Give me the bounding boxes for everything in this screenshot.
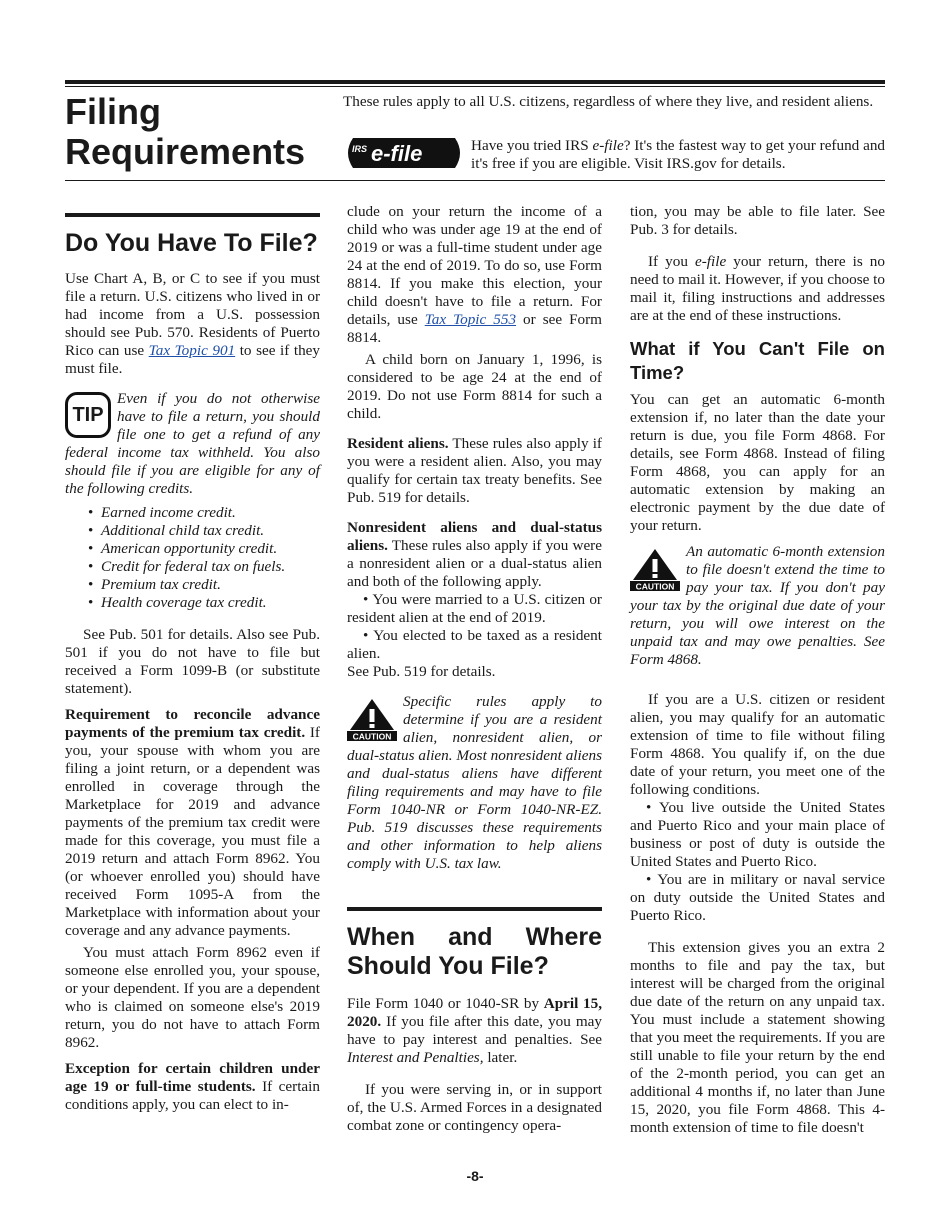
heading-cant-file-on-time: What if You Can't File on Time?	[630, 338, 885, 383]
caution-text: An automatic 6-month extension to file doesn't extend the time to pay your tax. If you don't pay your tax by the original due date of your return, you will owe interest on the unpaid tax and may owe penalties. See Form 4868.	[630, 543, 885, 668]
heading-when-and-where: When and Where Should You File?	[347, 923, 602, 980]
paragraph: If you are a U.S. citizen or resident alien, you may qualify for an automatic extension of time to file without filing Form 4868. You qualify if, on the due date of your return, you meet one of the following conditions.	[630, 691, 885, 798]
list-item: • Credit for federal tax on fuels.	[101, 558, 320, 576]
bullet-item: • You are in military or naval service on duty outside the United States and Puerto Rico.	[630, 871, 885, 924]
section-rule	[65, 213, 320, 217]
list-item: • Earned income credit.	[101, 504, 320, 522]
intro-text: These rules apply to all U.S. citizens, regardless of where they live, and resident aliens.	[343, 93, 874, 110]
bullet-item: • You elected to be taxed as a resident alien.	[347, 627, 602, 662]
efile-logo-small-text: IRS	[352, 144, 368, 154]
list-item: • Premium tax credit.	[101, 576, 320, 594]
title-line-1: Filing	[65, 91, 161, 132]
paragraph: clude on your return the income of a child who was under age 19 at the end of 2019 or was a full-time student under age 24 at the end of 2019. To do so, use Form 8814. If you make this election, your child doesn't have to file a return. For details, use Tax Topic 553 or see Form 8814.	[347, 203, 602, 346]
paragraph: File Form 1040 or 1040-SR by April 15, 2020. If you file after this date, you may have to pay interest and penalties. See Interest and Penalties, later.	[347, 995, 602, 1066]
tip-note	[65, 390, 320, 498]
tax-topic-553-link[interactable]: Tax Topic 553	[424, 311, 517, 328]
paragraph: tion, you may be able to file later. See Pub. 3 for details.	[630, 203, 885, 238]
credits-list	[65, 504, 320, 612]
tip-icon: TIP	[65, 392, 111, 438]
irs-efile-logo	[343, 136, 465, 170]
page-title	[65, 92, 335, 172]
tip-text: Even if you do not otherwise have to file a return, you should file one to get a refund of any federal income tax withheld. You also should file if you are eligible for any of the following credits.	[65, 390, 320, 497]
bullet-item: • You live outside the United States and Puerto Rico and your main place of business or post of duty is outside the United States and Puerto Rico.	[630, 799, 885, 870]
top-rule-thin	[65, 86, 885, 87]
paragraph: This extension gives you an extra 2 months to file and pay the tax, but interest will be charged from the original due date of the return on any unpaid tax. You must include a statement showing that you meet the requirements. If you are still unable to file your return by the end of the 2-month period, you can get an additional 4 months if, no later than June 15, 2020, you file Form 4868. This 4-month extension of time to file doesn't	[630, 939, 885, 1136]
caution-note	[347, 693, 602, 873]
paragraph: Requirement to reconcile advance payments of the premium tax credit. If you, your spouse with whom you are filing a joint return, or a dependent was enrolled in coverage through the Marketplace for 2019 and advance payments of the premium tax credit were made for this coverage, you must file a 2019 return and attach Form 8962. You (or whoever enrolled you) should have received Form 1095-A from the Marketplace with information about your coverage and any advance payments.	[65, 706, 320, 939]
paragraph: See Pub. 501 for details. Also see Pub. 501 if you do not have to file but received a Form 1099-B (or substitute statement).	[65, 626, 320, 697]
efile-logo-text: e-file	[371, 141, 423, 166]
caution-icon	[347, 697, 397, 741]
caution-label: CAUTION	[352, 731, 392, 741]
paragraph: Resident aliens. These rules also apply if you were a resident alien. Also, you may qualify for certain tax treaty benefits. See Pub. 519 for details.	[347, 435, 602, 506]
header-bottom-rule	[65, 180, 885, 181]
tax-topic-901-link[interactable]: Tax Topic 901	[148, 342, 236, 359]
efile-promo: Have you tried IRS e-file? It's the fastest way to get your refund and it's free if you are eligible. Visit IRS.gov for details.	[471, 137, 886, 172]
paragraph: Nonresident aliens and dual-status aliens. These rules also apply if you were a nonresident alien or a dual-status alien and both of the following apply.	[347, 519, 602, 590]
section-rule	[347, 907, 602, 911]
caution-text: Specific rules apply to determine if you are a resident alien, nonresident alien, or dual-status alien. Most nonresident aliens and dual-status aliens have different filing requirements and may have to file Form 1040-NR or Form 1040-NR-EZ. Pub. 519 discusses these requirements and other information to help aliens comply with U.S. tax law.	[347, 693, 602, 872]
bullet-item: • You were married to a U.S. citizen or resident alien at the end of 2019.	[347, 591, 602, 626]
column-2	[347, 203, 602, 1135]
caution-label: CAUTION	[635, 581, 675, 591]
paragraph: Exception for certain children under age 19 or full-time students. If certain conditions apply, you can elect to in-	[65, 1060, 320, 1113]
list-item: • Additional child tax credit.	[101, 522, 320, 540]
page-number: -8-	[466, 1168, 484, 1184]
heading-do-you-have-to-file: Do You Have To File?	[65, 229, 318, 257]
paragraph: See Pub. 519 for details.	[347, 663, 496, 680]
list-item: • American opportunity credit.	[101, 540, 320, 558]
paragraph: You can get an automatic 6-month extension if, no later than the date your return is due, you file Form 4868. For details, see Form 4868. Instead of filing Form 4868, you can apply for an automatic extension by making an electronic payment by the due date of your return.	[630, 391, 885, 534]
paragraph: If you e-file your return, there is no need to mail it. However, if you choose to mail it, filing instructions and addresses are at the end of these instructions.	[630, 253, 885, 324]
column-1	[65, 213, 320, 1114]
list-item: • Health coverage tax credit.	[101, 594, 320, 612]
title-line-2: Requirements	[65, 131, 306, 172]
caution-note	[630, 543, 885, 669]
top-rule-thick	[65, 80, 885, 84]
paragraph: If you were serving in, or in support of, the U.S. Armed Forces in a designated combat zone or contingency opera-	[347, 1081, 602, 1134]
paragraph: A child born on January 1, 1996, is considered to be age 24 at the end of 2019. Do not use Form 8814 for such a child.	[347, 351, 602, 422]
caution-icon	[630, 547, 680, 591]
paragraph: You must attach Form 8962 even if someone else enrolled you, your spouse, or your dependent. If you are a dependent who is claimed on someone else's 2019 return, you do not have to attach Form 8962.	[65, 944, 320, 1051]
column-3	[630, 203, 885, 1137]
paragraph: Use Chart A, B, or C to see if you must file a return. U.S. citizens who lived in or had income from a U.S. possession should see Pub. 570. Residents of Puerto Rico can use Tax Topic 901 to see if they must file.	[65, 270, 320, 377]
